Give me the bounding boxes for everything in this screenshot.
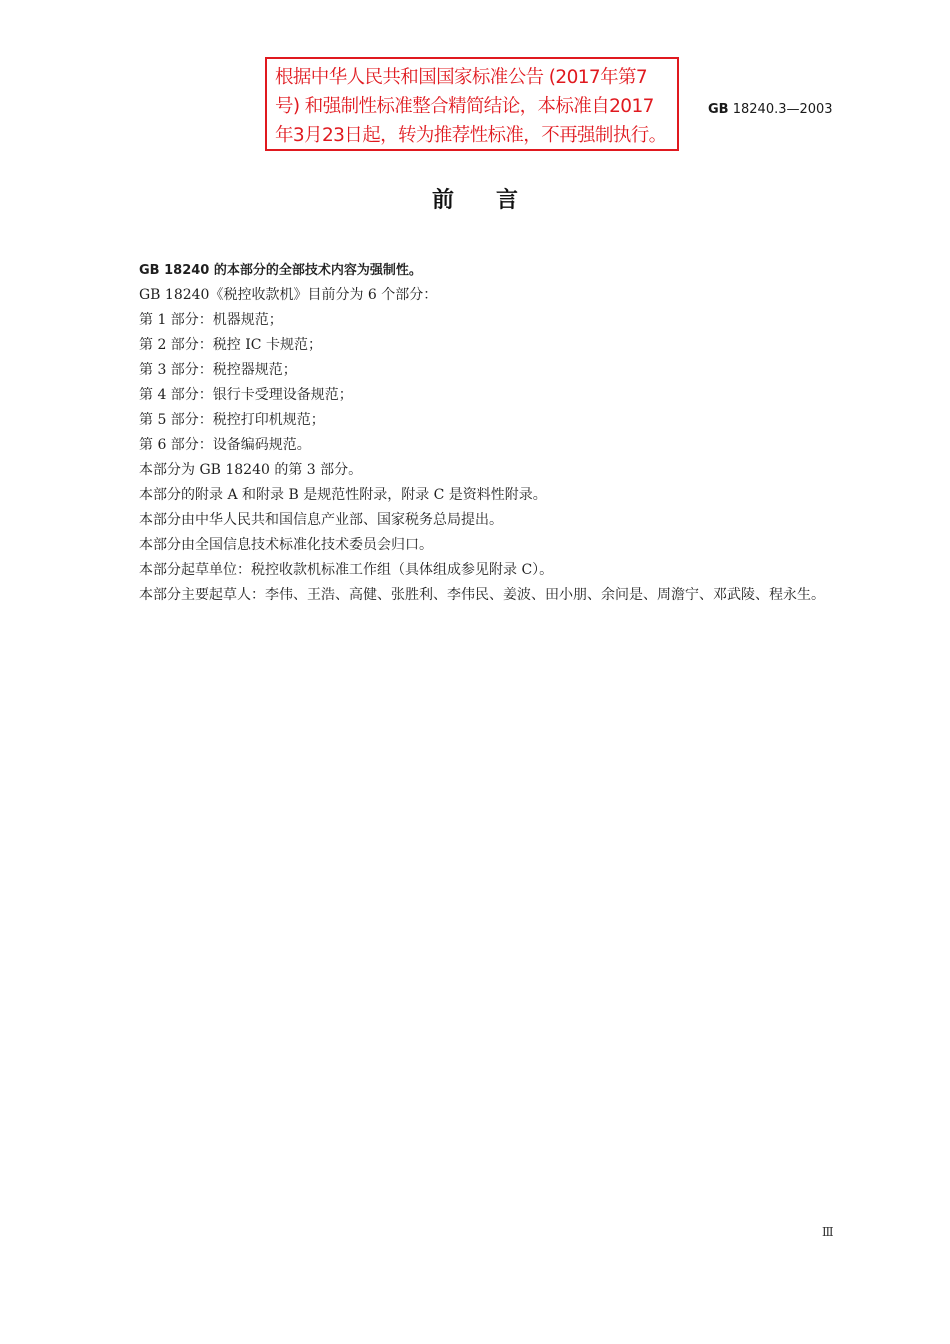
standard-prefix: GB	[708, 102, 729, 117]
paragraph: 第 6 部分：设备编码规范。	[139, 437, 311, 453]
page-number: Ⅲ	[822, 1225, 834, 1239]
standard-number	[708, 102, 833, 117]
paragraph: GB 18240 的本部分的全部技术内容为强制性。	[139, 263, 422, 278]
paragraph: GB 18240《税控收款机》目前分为 6 个部分：	[139, 287, 438, 303]
paragraph: 本部分起草单位：税控收款机标准工作组（具体组成参见附录 C）。	[139, 562, 554, 578]
paragraph: 本部分由中华人民共和国信息产业部、国家税务总局提出。	[139, 512, 503, 528]
paragraph: 第 1 部分：机器规范；	[139, 312, 283, 328]
paragraph: 本部分由全国信息技术标准化技术委员会归口。	[139, 537, 433, 553]
paragraph: 第 5 部分：税控打印机规范；	[139, 412, 325, 428]
foreword-body	[107, 258, 843, 608]
standard-code: 18240.3—2003	[732, 102, 833, 117]
notice-line: 年3月23日起，转为推荐性标准，不再强制执行。	[275, 125, 667, 146]
page-title: 前言	[431, 188, 560, 213]
paragraph: 第 4 部分：银行卡受理设备规范；	[139, 387, 353, 403]
notice-box	[265, 57, 679, 151]
notice-line: 根据中华人民共和国国家标准公告 (2017年第7	[275, 67, 648, 88]
paragraph: 本部分的附录 A 和附录 B 是规范性附录，附录 C 是资料性附录。	[139, 487, 547, 503]
paragraph: 第 3 部分：税控器规范；	[139, 362, 297, 378]
paragraph: 本部分为 GB 18240 的第 3 部分。	[139, 462, 363, 478]
notice-line: 号) 和强制性标准整合精简结论，本标准自2017	[275, 96, 654, 117]
paragraph: 第 2 部分：税控 IC 卡规范；	[139, 337, 322, 353]
paragraph: 本部分主要起草人：李伟、王浩、高健、张胜利、李伟民、姜波、田小朋、余问是、周澹宁、邓武陵、程永生。	[139, 587, 825, 603]
